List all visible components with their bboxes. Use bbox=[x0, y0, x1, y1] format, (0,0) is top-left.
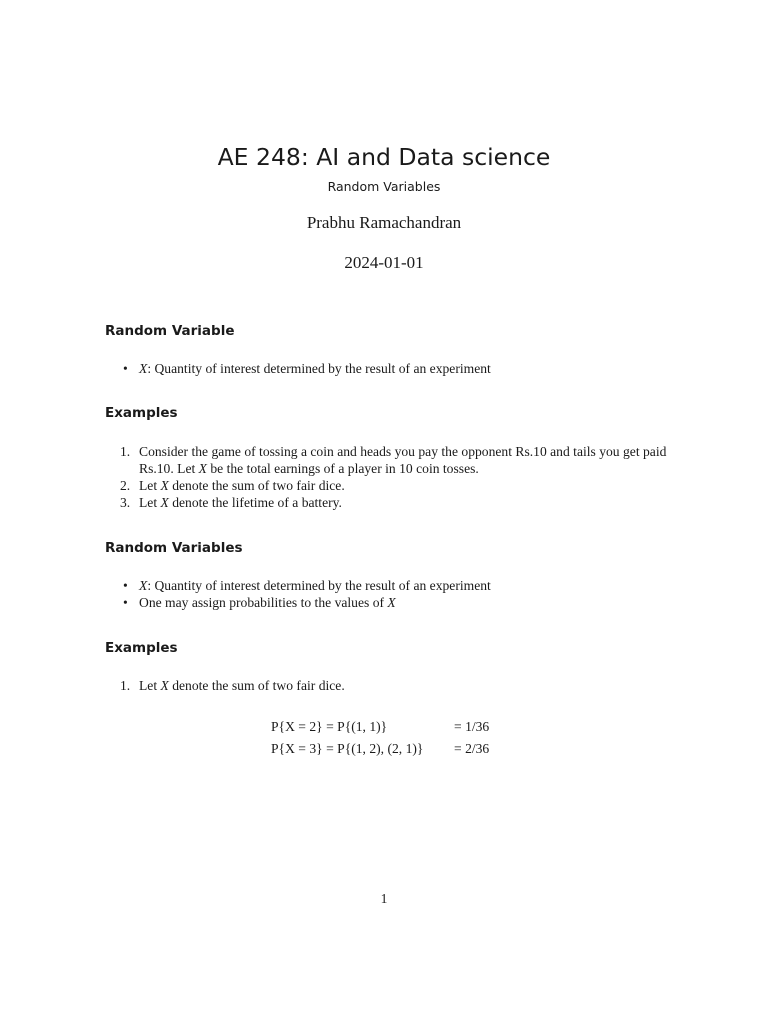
list-item bbox=[105, 443, 685, 477]
equation-lhs: P{X = 3} = P{(1, 2), (2, 1)} bbox=[271, 741, 424, 756]
document-title: AE 248: AI and Data science bbox=[217, 143, 551, 171]
item-number: 3. bbox=[120, 495, 131, 510]
math-variable: X bbox=[160, 678, 169, 693]
math-variable: X bbox=[387, 595, 396, 610]
math-variable: X bbox=[139, 361, 148, 376]
document-subtitle: Random Variables bbox=[327, 179, 441, 194]
section-heading-random-variable: Random Variable bbox=[105, 323, 235, 339]
list-item-text: denote the sum of two fair dice. bbox=[168, 678, 345, 693]
list-item-text: Consider the game of tossing a coin and heads you pay the opponent Rs.10 and tails you get paid Rs.10. Let bbox=[139, 444, 667, 476]
equation-rhs: = 1/36 bbox=[454, 719, 490, 734]
list-item-text: denote the sum of two fair dice. bbox=[168, 478, 345, 493]
list-item bbox=[105, 594, 685, 611]
math-variable: X bbox=[198, 461, 207, 476]
list-item-text: : Quantity of interest determined by the result of an experiment bbox=[147, 361, 491, 376]
list-item bbox=[105, 477, 685, 494]
list-item bbox=[105, 577, 685, 594]
math-variable: X bbox=[139, 578, 148, 593]
list-item bbox=[105, 494, 685, 511]
author-name: Prabhu Ramachandran bbox=[306, 213, 462, 232]
list-item-text: Let bbox=[139, 478, 161, 493]
item-number: 1. bbox=[120, 444, 131, 459]
section-heading-examples: Examples bbox=[105, 640, 178, 656]
math-variable: X bbox=[160, 478, 169, 493]
list-item-text: denote the lifetime of a battery. bbox=[168, 495, 342, 510]
numbered-list bbox=[105, 443, 685, 511]
list-item-text: be the total earnings of a player in 10 coin tosses. bbox=[206, 461, 479, 476]
list-item bbox=[105, 677, 685, 694]
list-item-text: Let bbox=[139, 495, 161, 510]
item-number: 2. bbox=[120, 478, 131, 493]
section-heading-examples: Examples bbox=[105, 405, 178, 421]
list-item-text: Let bbox=[139, 678, 161, 693]
list-item-text: : Quantity of interest determined by the result of an experiment bbox=[147, 578, 491, 593]
page-number: 1 bbox=[380, 891, 388, 906]
math-variable: X bbox=[160, 495, 169, 510]
item-number: 1. bbox=[120, 678, 131, 693]
document-date: 2024-01-01 bbox=[344, 253, 424, 272]
equation-rhs: = 2/36 bbox=[454, 741, 490, 756]
list-item-text: One may assign probabilities to the values of bbox=[139, 595, 388, 610]
numbered-list bbox=[105, 677, 685, 694]
equation-lhs: P{X = 2} = P{(1, 1)} bbox=[271, 719, 388, 734]
bullet-list bbox=[105, 577, 685, 611]
bullet-list bbox=[105, 360, 685, 377]
list-item bbox=[105, 360, 685, 377]
section-heading-random-variables: Random Variables bbox=[105, 540, 243, 556]
